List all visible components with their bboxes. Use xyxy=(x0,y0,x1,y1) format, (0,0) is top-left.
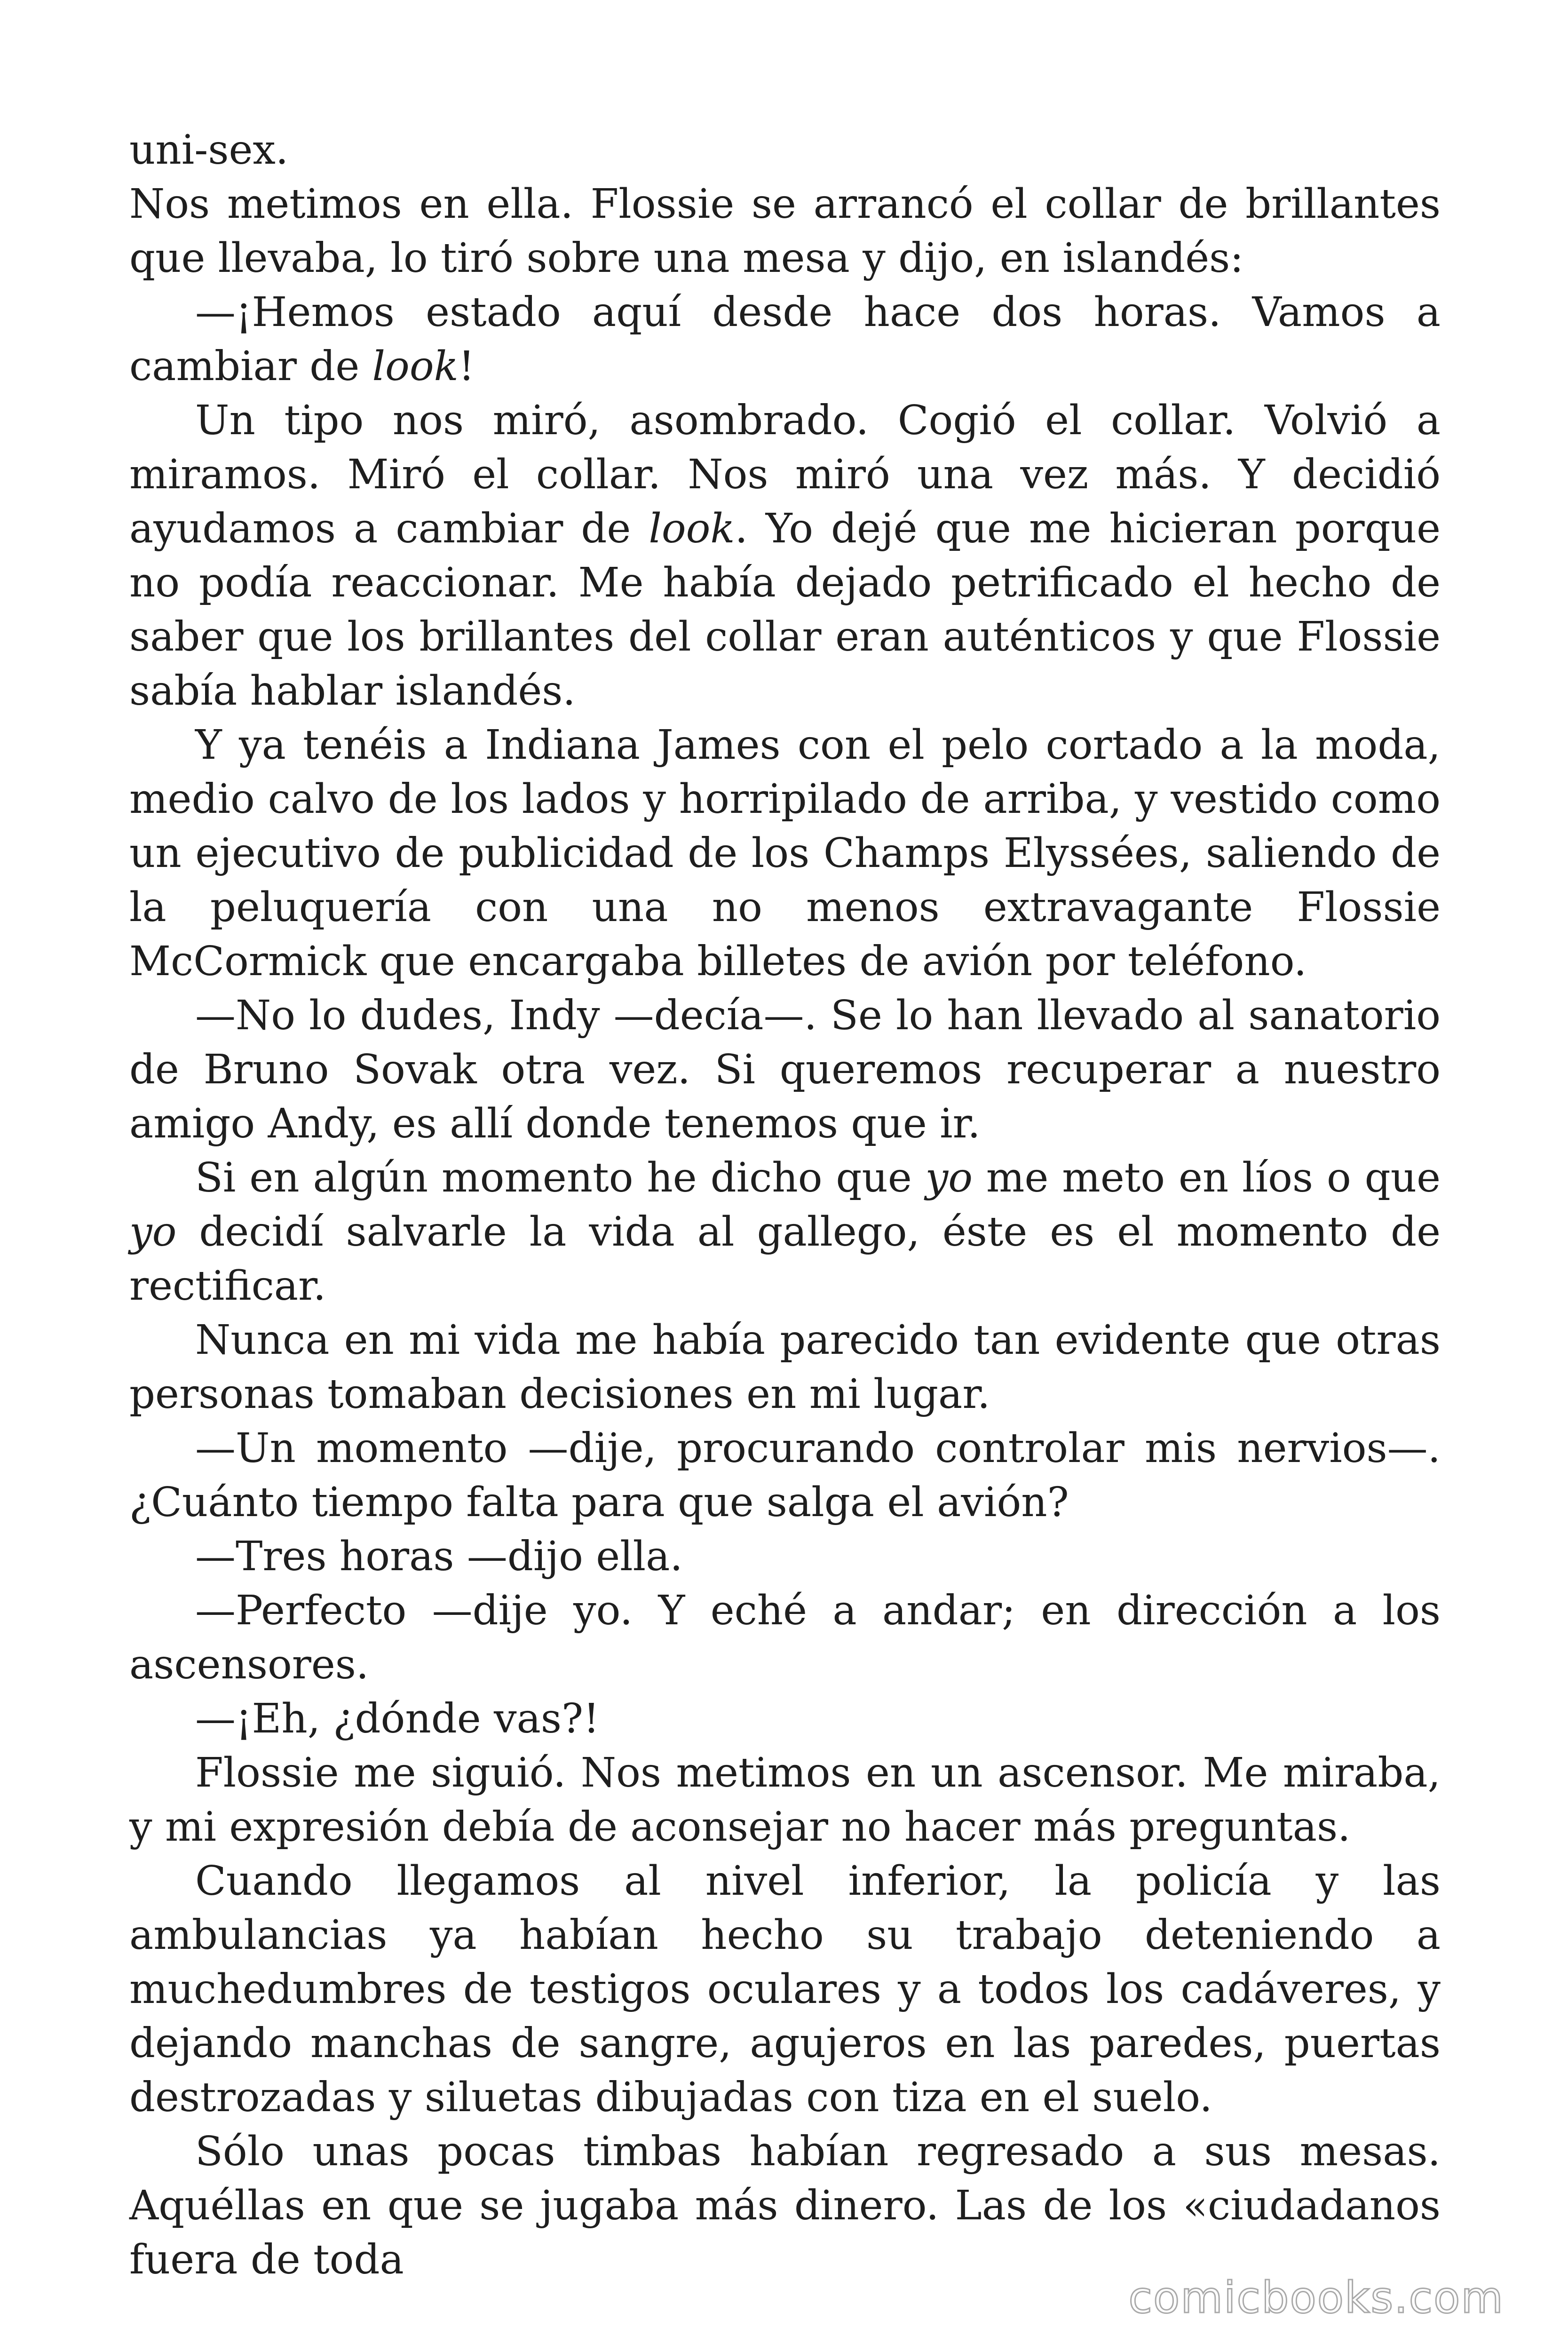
book-page-text xyxy=(129,123,1441,2287)
paragraph-12: —¡Eh, ¿dónde vas?! xyxy=(195,1695,600,1742)
paragraph-1: uni-sex. xyxy=(129,127,289,174)
paragraph-7-emphasis-2: yo xyxy=(129,1208,177,1255)
paragraph-4-emphasis: look xyxy=(649,505,735,552)
paragraph-3-emphasis: look xyxy=(372,343,459,390)
paragraph-7-text-mid: me meto en líos o que xyxy=(973,1154,1441,1201)
paragraph-4-text-after: . Yo dejé que me hicieran porque no podía reaccionar. Me había dejado petrificado el hecho de saber que los brillantes del collar eran auténticos y que Flossie sabía hablar islandés. xyxy=(129,505,1441,715)
paragraph-3 xyxy=(129,286,1441,394)
watermark: comicbooks.com xyxy=(1128,2273,1504,2323)
paragraph-7-text-after: decidí salvarle la vida al gallego, éste es el momento de rectificar. xyxy=(129,1208,1441,1310)
paragraph-9: —Un momento —dije, procurando controlar mis nervios—. ¿Cuánto tiempo falta para que salga el avión? xyxy=(129,1425,1441,1526)
paragraph-15: Sólo unas pocas timbas habían regresado a sus mesas. Aquéllas en que se jugaba más dinero. Las de los «ciudadanos fuera de toda xyxy=(129,2128,1441,2283)
paragraph-3-text-after: ! xyxy=(458,343,475,390)
paragraph-11: —Perfecto —dije yo. Y eché a andar; en dirección a los ascensores. xyxy=(129,1587,1441,1688)
paragraph-14: Cuando llegamos al nivel inferior, la policía y las ambulancias ya habían hecho su trabajo deteniendo a muchedumbres de testigos oculares y a todos los cadáveres, y dejando manchas de sangre, agujeros en las paredes, puertas destrozadas y siluetas dibujadas con tiza en el suelo. xyxy=(129,1858,1441,2121)
paragraph-3-text-before: —¡Hemos estado aquí desde hace dos horas. Vamos a cambiar de xyxy=(129,289,1441,390)
paragraph-7-emphasis-1: yo xyxy=(925,1154,973,1201)
paragraph-13: Flossie me siguió. Nos metimos en un ascensor. Me miraba, y mi expresión debía de aconsejar no hacer más preguntas. xyxy=(129,1749,1441,1851)
paragraph-10: —Tres horas —dijo ella. xyxy=(195,1533,683,1580)
paragraph-2: Nos metimos en ella. Flossie se arrancó el collar de brillantes que llevaba, lo tiró sobre una mesa y dijo, en islandés: xyxy=(129,181,1441,282)
paragraph-7 xyxy=(129,1151,1441,1313)
paragraph-5: Y ya tenéis a Indiana James con el pelo cortado a la moda, medio calvo de los lados y horripilado de arriba, y vestido como un ejecutivo de publicidad de los Champs Elyssées, saliendo de la peluquería con una no menos extravagante Flossie McCormick que encargaba billetes de avión por teléfono. xyxy=(129,722,1441,985)
paragraph-7-text-before: Si en algún momento he dicho que xyxy=(195,1154,926,1201)
paragraph-8: Nunca en mi vida me había parecido tan evidente que otras personas tomaban decisiones en mi lugar. xyxy=(129,1317,1441,1418)
paragraph-4 xyxy=(129,394,1441,718)
paragraph-6: —No lo dudes, Indy —decía—. Se lo han llevado al sanatorio de Bruno Sovak otra vez. Si queremos recuperar a nuestro amigo Andy, es allí donde tenemos que ir. xyxy=(129,992,1441,1147)
paragraph-4-text-before: Un tipo nos miró, asombrado. Cogió el collar. Volvió a miramos. Miró el collar. Nos miró una vez más. Y decidió ayudamos a cambiar de xyxy=(129,397,1441,552)
